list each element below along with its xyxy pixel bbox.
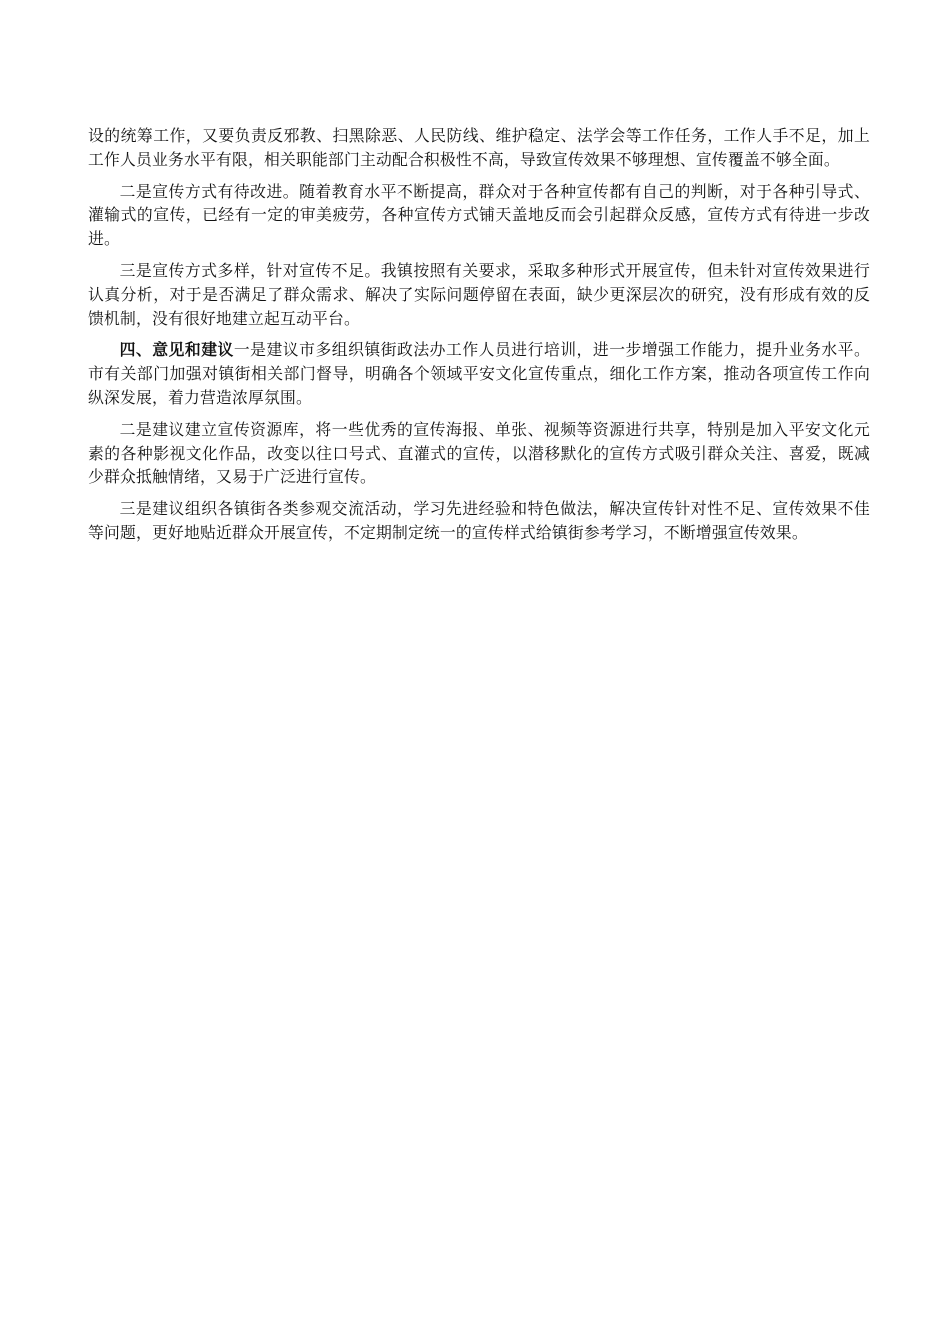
paragraph-point-two-publicity-method: 二是宣传方式有待改进。随着教育水平不断提高，群众对于各种宣传都有自己的判断，对于各种引导式、灌输式的宣传，已经有一定的审美疲劳，各种宣传方式铺天盖地反而会引起群众反感，宣传方式有待进一步改进。 <box>88 181 870 249</box>
document-body <box>88 124 870 553</box>
paragraph-suggestion-two: 二是建议建立宣传资源库，将一些优秀的宣传海报、单张、视频等资源进行共享，特别是加入平安文化元素的各种影视文化作品，改变以往口号式、直灌式的宣传，以潜移默化的宣传方式吸引群众关注、喜爱，既减少群众抵触情绪，又易于广泛进行宣传。 <box>88 419 870 487</box>
paragraph-suggestion-three: 三是建议组织各镇街各类参观交流活动，学习先进经验和特色做法，解决宣传针对性不足、宣传效果不佳等问题，更好地贴近群众开展宣传，不定期制定统一的宣传样式给镇街参考学习，不断增强宣传效果。 <box>88 499 870 542</box>
paragraph-continuation: 设的统筹工作，又要负责反邪教、扫黑除恶、人民防线、维护稳定、法学会等工作任务，工作人手不足，加上工作人员业务水平有限，相关职能部门主动配合积极性不高，导致宣传效果不够理想、宣传覆盖不够全面。 <box>88 126 870 169</box>
paragraph-suggestions <box>88 338 870 409</box>
paragraph-point-three-publicity-diversity: 三是宣传方式多样，针对宣传不足。我镇按照有关要求，采取多种形式开展宣传，但未针对宣传效果进行认真分析，对于是否满足了群众需求、解决了实际问题停留在表面，缺少更深层次的研究，没有形成有效的反馈机制，没有很好地建立起互动平台。 <box>88 260 870 328</box>
suggestion-one-text: 一是建议市多组织镇街政法办工作人员进行培训，进一步增强工作能力，提升业务水平。市有关部门加强对镇街相关部门督导，明确各个领域平安文化宣传重点，细化工作方案，推动各项宣传工作向纵深发展，着力营造浓厚氛围。 <box>88 340 870 407</box>
section-heading-suggestions: 四、意见和建议 <box>119 340 234 360</box>
